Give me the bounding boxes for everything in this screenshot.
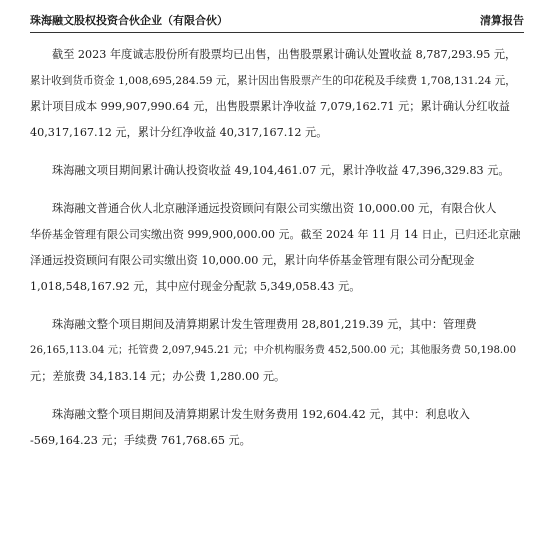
header-divider bbox=[30, 32, 524, 33]
paragraph-line: 珠海融文整个项目期间及清算期累计发生财务费用 192,604.42 元，其中：利息收入 bbox=[52, 408, 470, 421]
header-company-name: 珠海融文股权投资合伙企业（有限合伙） bbox=[30, 14, 228, 27]
paragraph-line: 累计项目成本 999,907,990.64 元，出售股票累计净收益 7,079,162.71 元；累计确认分红收益 bbox=[30, 100, 510, 113]
paragraph-line: 华侨基金管理有限公司实缴出资 999,900,000.00 元。截至 2024 年 11 月 14 日止，已归还北京融 bbox=[30, 228, 521, 241]
paragraph-line: 珠海融文普通合伙人北京融泽通远投资顾问有限公司实缴出资 10,000.00 元，有限合伙人 bbox=[52, 202, 497, 215]
paragraph-line: 26,165,113.04 元；托管费 2,097,945.21 元；中介机构服务费 452,500.00 元；其他服务费 50,198.00 bbox=[30, 345, 517, 356]
paragraph-line: 截至 2023 年度诚志股份所有股票均已出售，出售股票累计确认处置收益 8,787,293.95 元， bbox=[52, 48, 517, 61]
paragraph-management-expenses bbox=[30, 312, 524, 390]
paragraph-capital-contribution bbox=[30, 196, 524, 300]
page-header bbox=[30, 10, 524, 30]
document-body bbox=[30, 42, 524, 466]
paragraph-line: 泽通远投资顾问有限公司实缴出资 10,000.00 元，累计向华侨基金管理有限公司分配现金 bbox=[30, 254, 475, 267]
paragraph-line: 元；差旅费 34,183.14 元；办公费 1,280.00 元。 bbox=[30, 370, 286, 383]
paragraph-line: 珠海融文项目期间累计确认投资收益 49,104,461.07 元，累计净收益 47,396,329.83 元。 bbox=[52, 164, 510, 177]
paragraph-line: 累计收到货币资金 1,008,695,284.59 元，累计因出售股票产生的印花税及手续费 1,708,131.24 元， bbox=[30, 75, 516, 87]
paragraph-line: 1,018,548,167.92 元，其中应付现金分配款 5,349,058.43 元。 bbox=[30, 280, 361, 293]
paragraph-investment-income bbox=[30, 158, 524, 184]
paragraph-stock-disposal bbox=[30, 42, 524, 146]
paragraph-line: -569,164.23 元；手续费 761,768.65 元。 bbox=[30, 434, 251, 447]
paragraph-financial-expenses bbox=[30, 402, 524, 454]
paragraph-line: 40,317,167.12 元，累计分红净收益 40,317,167.12 元。 bbox=[30, 126, 328, 139]
header-report-title: 清算报告 bbox=[480, 14, 524, 27]
paragraph-line: 珠海融文整个项目期间及清算期累计发生管理费用 28,801,219.39 元，其中：管理费 bbox=[52, 318, 477, 331]
